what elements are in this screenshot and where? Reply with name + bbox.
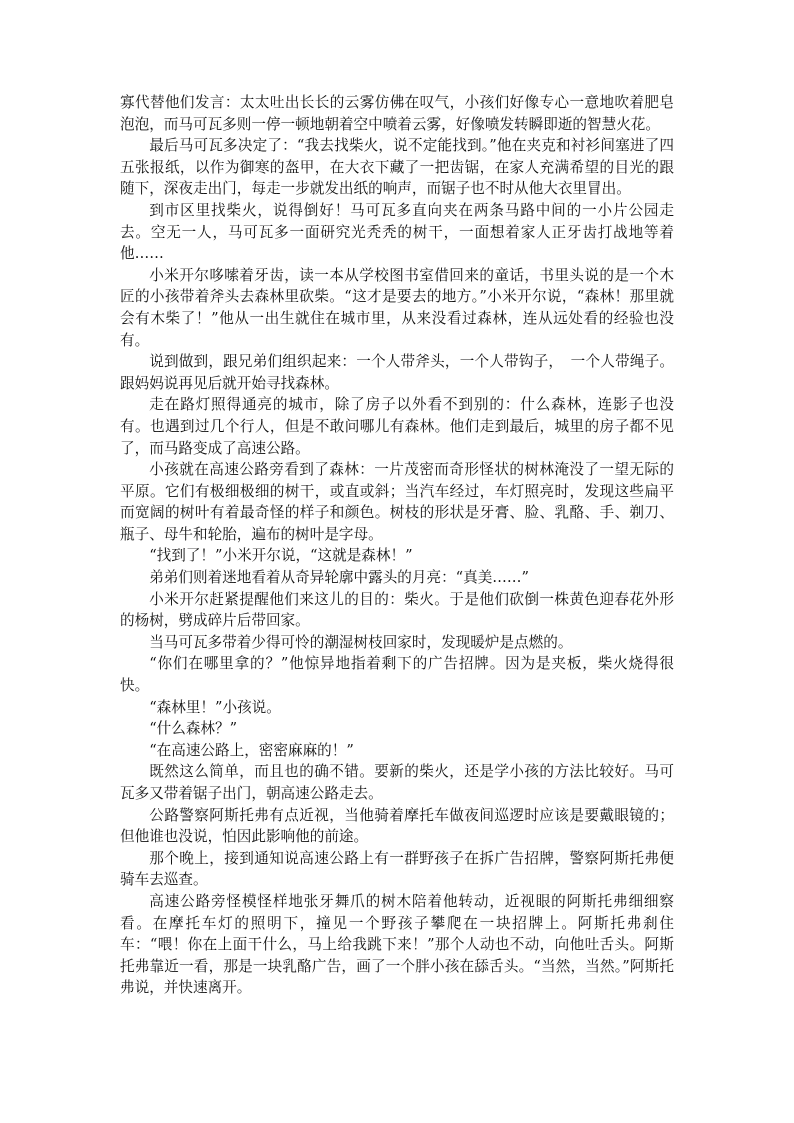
paragraph: “找到了！”小米开尔说，“这就是森林！” bbox=[149, 547, 413, 565]
paragraph-continued: 寡代替他们发言：太太吐出长长的云雾仿佛在叹气，小孩们好像专心一意地吹着肥皂泡泡，而马可瓦多则一停一顿地朝着空中喷着云雾，好像喷发转瞬即逝的智慧火花。 bbox=[120, 94, 674, 133]
paragraph: 最后马可瓦多决定了：“我去找柴火，说不定能找到。”他在夹克和衬衫间塞进了四五张报纸，以作为御寒的盔甲，在大衣下藏了一把齿锯，在家人充满希望的目光的跟随下，深夜走出门，每走一步就发出纸的响声，而锯子也不时从他大衣里冒出。 bbox=[120, 137, 674, 198]
paragraph: 小孩就在高速公路旁看到了森林：一片茂密而奇形怪状的树林淹没了一望无际的平原。它们有极细极细的树干，或直或斜；当汽车经过，车灯照亮时，发现这些扁平而宽阔的树叶有着最奇怪的样子和颜色。树枝的形状是牙膏、脸、乳酪、手、剃刀、瓶子、母牛和轮胎，遍布的树叶是字母。 bbox=[120, 461, 674, 543]
paragraph: 小米开尔哆嗦着牙齿，读一本从学校图书室借回来的童话，书里头说的是一个木匠的小孩带着斧头去森林里砍柴。“这才是要去的地方。”小米开尔说，“森林！那里就会有木柴了！”他从一出生就住在城市里，从来没看过森林，连从远处看的经验也没有。 bbox=[120, 266, 674, 349]
story-text bbox=[120, 92, 674, 999]
paragraph: “你们在哪里拿的？”他惊异地指着剩下的广告招牌。因为是夹板，柴火烧得很快。 bbox=[120, 655, 674, 695]
paragraph: 走在路灯照得通亮的城市，除了房子以外看不到别的：什么森林，连影子也没有。也遇到过几个行人，但是不敢问哪儿有森林。他们走到最后，城里的房子都不见了，而马路变成了高速公路。 bbox=[120, 396, 674, 457]
paragraph: “什么森林？” bbox=[149, 720, 238, 738]
paragraph: 说到做到，跟兄弟们组织起来：一个人带斧头，一个人带钩子， 一个人带绳子。跟妈妈说再见后就开始寻找森林。 bbox=[120, 353, 674, 392]
paragraph: 小米开尔赶紧提醒他们来这儿的目的：柴火。于是他们砍倒一株黄色迎春花外形的杨树，劈成碎片后带回家。 bbox=[120, 590, 674, 630]
paragraph: “森林里！”小孩说。 bbox=[149, 698, 281, 716]
paragraph: “在高速公路上，密密麻麻的！” bbox=[149, 741, 354, 759]
paragraph: 当马可瓦多带着少得可怜的潮湿树枝回家时，发现暖炉是点燃的。 bbox=[149, 633, 573, 651]
paragraph: 公路警察阿斯托弗有点近视，当他骑着摩托车做夜间巡逻时应该是要戴眼镜的；但他谁也没说，怕因此影响他的前途。 bbox=[120, 806, 674, 846]
paragraph: 到市区里找柴火，说得倒好！马可瓦多直向夹在两条马路中间的一小片公园走去。空无一人，马可瓦多一面研究光秃秃的树干，一面想着家人正牙齿打战地等着他…… bbox=[120, 201, 674, 263]
paragraph: 既然这么简单，而且也的确不错。要新的柴火，还是学小孩的方法比较好。马可瓦多又带着锯子出门，朝高速公路走去。 bbox=[120, 763, 674, 802]
paragraph: 那个晚上，接到通知说高速公路上有一群野孩子在拆广告招牌，警察阿斯托弗便骑车去巡查。 bbox=[120, 849, 674, 889]
paragraph: 高速公路旁怪模怪样地张牙舞爪的树木陪着他转动，近视眼的阿斯托弗细细察看。在摩托车灯的照明下，撞见一个野孩子攀爬在一块招牌上。阿斯托弗刹住车：“喂！你在上面干什么，马上给我跳下来！”那个人动也不动，向他吐舌头。阿斯托弗靠近一看，那是一块乳酪广告，画了一个胖小孩在舔舌头。“当然，当然。”阿斯托弗说，并快速离开。 bbox=[120, 892, 674, 997]
paragraph: 弟弟们则着迷地看着从奇异轮廓中露头的月亮：“真美……” bbox=[149, 569, 529, 587]
